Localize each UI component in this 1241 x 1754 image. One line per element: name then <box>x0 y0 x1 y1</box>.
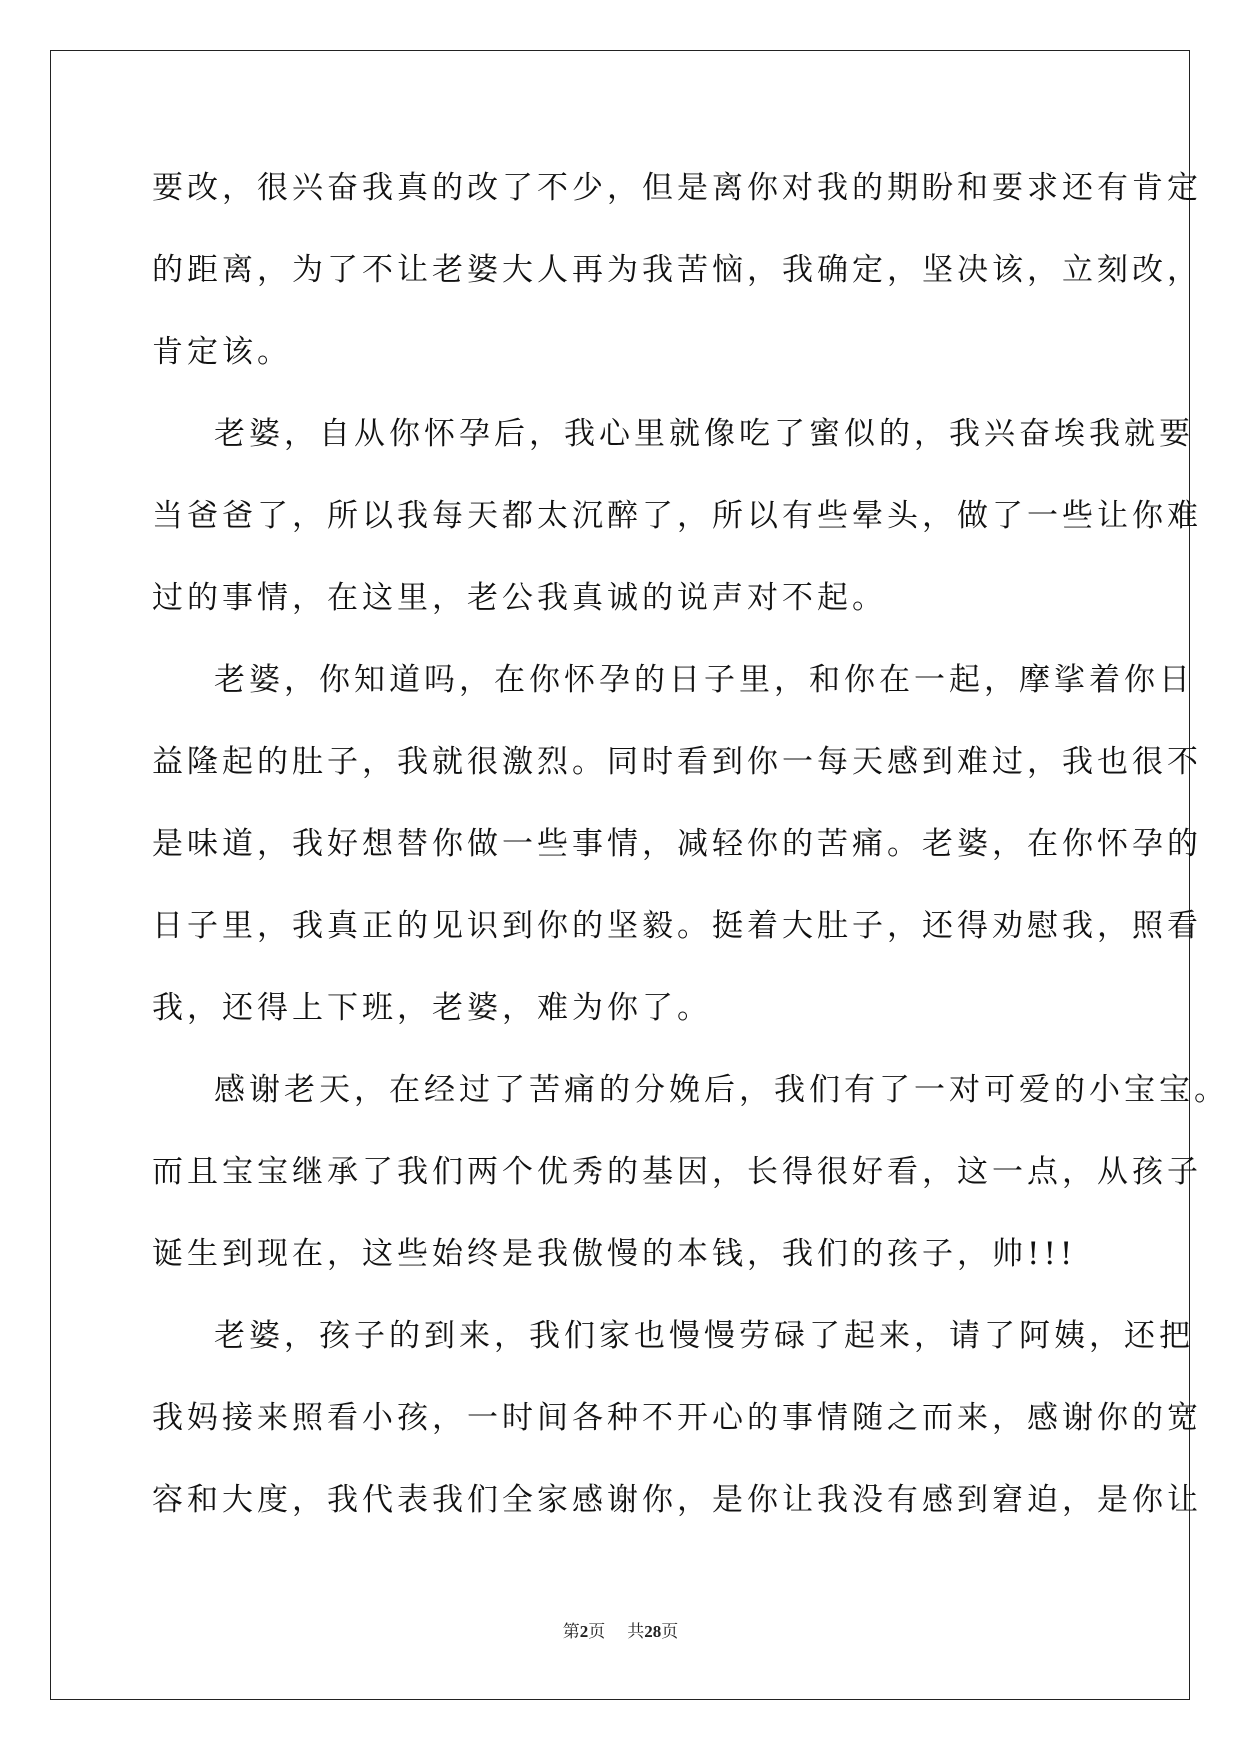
text-line: 老婆，你知道吗，在你怀孕的日子里，和你在一起，摩挲着你日 <box>214 662 1194 698</box>
text-line: 日子里，我真正的见识到你的坚毅。挺着大肚子，还得劝慰我，照看 <box>152 908 1202 944</box>
text-line: 老婆，孩子的到来，我们家也慢慢劳碌了起来，请了阿姨，还把 <box>214 1318 1194 1354</box>
text-line: 而且宝宝继承了我们两个优秀的基因，长得很好看，这一点，从孩子 <box>152 1154 1202 1190</box>
text-line: 当爸爸了，所以我每天都太沉醉了，所以有些晕头，做了一些让你难 <box>152 498 1202 534</box>
document-body <box>152 158 1229 1552</box>
text-line: 我，还得上下班，老婆，难为你了。 <box>152 990 712 1026</box>
text-line: 感谢老天，在经过了苦痛的分娩后，我们有了一对可爱的小宝宝。 <box>214 1072 1229 1108</box>
text-line: 是味道，我好想替你做一些事情，减轻你的苦痛。老婆，在你怀孕的 <box>152 826 1202 862</box>
total-pages: 28 <box>644 1622 662 1641</box>
page-number: 2 <box>579 1622 589 1641</box>
total-prefix: 共 <box>627 1622 645 1641</box>
text-line: 的距离，为了不让老婆大人再为我苦恼，我确定，坚决该，立刻改， <box>152 252 1202 288</box>
page-suffix: 页 <box>588 1622 606 1641</box>
text-line: 益隆起的肚子，我就很激烈。同时看到你一每天感到难过，我也很不 <box>152 744 1202 780</box>
page-prefix: 第 <box>562 1622 580 1641</box>
text-line: 我妈接来照看小孩，一时间各种不开心的事情随之而来，感谢你的宽 <box>152 1400 1202 1436</box>
text-line: 肯定该。 <box>152 334 292 370</box>
text-line: 过的事情，在这里，老公我真诚的说声对不起。 <box>152 580 887 616</box>
text-line: 诞生到现在，这些始终是我傲慢的本钱，我们的孩子，帅!!! <box>152 1236 1077 1272</box>
text-line: 要改，很兴奋我真的改了不少，但是离你对我的期盼和要求还有肯定 <box>152 170 1202 206</box>
text-line: 老婆，自从你怀孕后，我心里就像吃了蜜似的，我兴奋埃我就要 <box>214 416 1194 452</box>
text-line: 容和大度，我代表我们全家感谢你，是你让我没有感到窘迫，是你让 <box>152 1482 1202 1518</box>
total-suffix: 页 <box>661 1622 679 1641</box>
page-footer <box>0 1617 1241 1642</box>
